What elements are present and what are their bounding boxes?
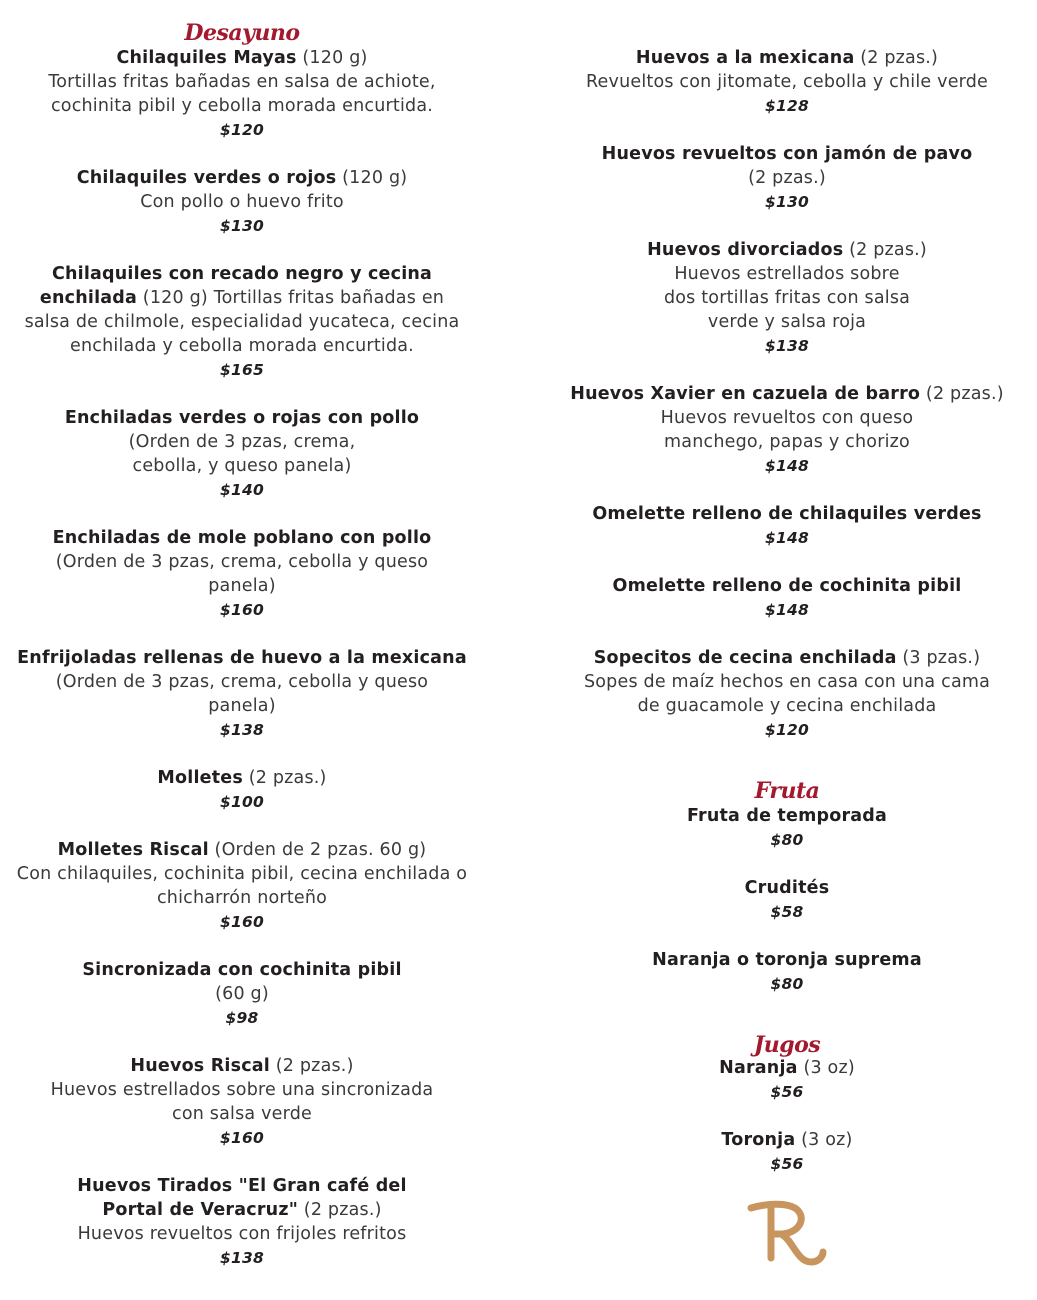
item-price: $98 <box>225 1009 259 1027</box>
item-name: Huevos divorciados <box>647 240 844 260</box>
menu-item <box>560 948 1014 996</box>
item-text <box>560 382 1014 406</box>
item-quantity: (Orden de 2 pzas. 60 g) <box>214 840 427 860</box>
item-text <box>560 646 1014 670</box>
item-price: $138 <box>220 721 264 739</box>
item-name: Huevos Riscal <box>130 1056 270 1076</box>
item-name: Crudités <box>744 878 830 898</box>
item-quantity: (3 pzas.) <box>902 648 981 668</box>
menu-item <box>560 238 1014 358</box>
item-name: Huevos a la mexicana <box>635 48 855 68</box>
item-text <box>14 262 470 358</box>
item-price: $130 <box>765 193 809 211</box>
item-description: Tortillas fritas bañadas en salsa de achiote, cochinita pibil y cebolla morada encurtida. <box>48 72 436 116</box>
item-text <box>560 238 1014 262</box>
right-column <box>560 0 1014 1176</box>
item-text <box>14 1054 470 1078</box>
item-description: Huevos revueltos con frijoles refritos <box>77 1224 407 1244</box>
item-quantity: (2 pzas.) <box>748 168 826 188</box>
menu-item <box>560 804 1014 852</box>
item-price: $80 <box>770 831 804 849</box>
item-price: $160 <box>220 601 264 619</box>
item-price: $80 <box>770 975 804 993</box>
item-name: Toronja <box>721 1130 796 1150</box>
menu-item <box>560 142 1014 214</box>
item-text <box>14 46 470 70</box>
item-name: Naranja <box>719 1058 798 1078</box>
item-name: Naranja o toronja suprema <box>652 950 922 970</box>
item-price: $160 <box>220 913 264 931</box>
menu-item <box>14 1054 470 1150</box>
item-name: Omelette relleno de cochinita pibil <box>612 576 962 596</box>
item-price: $56 <box>770 1155 804 1173</box>
item-description: Con pollo o huevo frito <box>140 192 344 212</box>
item-name: Enchiladas de mole poblano con pollo <box>52 528 432 548</box>
item-quantity: (120 g) <box>302 48 368 68</box>
item-name: Fruta de temporada <box>686 806 888 826</box>
menu-item <box>14 958 470 1030</box>
item-quantity: (120 g) <box>342 168 408 188</box>
item-name: Sincronizada con cochinita pibil <box>82 960 402 980</box>
menu-item <box>14 766 470 814</box>
section-title-fruta: Fruta <box>754 778 820 804</box>
item-price: $128 <box>765 97 809 115</box>
item-price: $120 <box>220 121 264 139</box>
item-price: $148 <box>765 457 809 475</box>
item-name: Chilaquiles Mayas <box>116 48 297 68</box>
item-quantity: (2 pzas.) <box>849 240 927 260</box>
item-quantity: (2 pzas.) <box>925 384 1004 404</box>
menu-item <box>560 1128 1014 1176</box>
item-description: Revueltos con jitomate, cebolla y chile verde <box>585 72 989 92</box>
item-description: Sopes de maíz hechos en casa con una cama de guacamole y cecina enchilada <box>583 672 991 716</box>
item-name: Huevos Tirados "El Gran café del Portal de Veracruz" <box>77 1176 407 1220</box>
item-quantity: (120 g) <box>142 288 208 308</box>
item-price: $100 <box>220 793 264 811</box>
item-quantity: (2 pzas.) <box>248 768 327 788</box>
item-quantity: (2 pzas.) <box>303 1200 382 1220</box>
item-text <box>14 838 470 862</box>
left-column <box>14 0 470 1270</box>
item-text: Tortillas fritas bañadas en salsa de chilmole, especialidad yucateca, cecina enchilada y cebolla morada encurtida. <box>24 288 460 356</box>
item-name: Sopecitos de cecina enchilada <box>593 648 897 668</box>
menu-item <box>14 646 470 742</box>
menu-item <box>14 46 470 142</box>
item-quantity: (3 oz) <box>803 1058 855 1078</box>
item-name: Huevos revueltos con jamón de pavo <box>601 144 973 164</box>
riscal-r-logo-icon <box>745 1200 830 1270</box>
item-text <box>560 1128 1014 1152</box>
item-description: (Orden de 3 pzas, crema, cebolla y queso panela) <box>55 672 429 716</box>
item-price: $56 <box>770 1083 804 1101</box>
item-price: $148 <box>765 601 809 619</box>
item-quantity: (2 pzas.) <box>275 1056 354 1076</box>
item-price: $140 <box>220 481 264 499</box>
item-text <box>14 166 470 190</box>
item-price: $160 <box>220 1129 264 1147</box>
item-description: Con chilaquiles, cochinita pibil, cecina enchilada o chicharrón norteño <box>16 864 468 908</box>
item-description: (Orden de 3 pzas, crema, cebolla, y queso panela) <box>128 432 356 476</box>
menu-item <box>14 1174 470 1270</box>
menu-item <box>560 382 1014 478</box>
menu-item <box>14 526 470 622</box>
item-description: (Orden de 3 pzas, crema, cebolla y queso panela) <box>55 552 429 596</box>
section-title-jugos: Jugos <box>753 1032 821 1058</box>
item-name: Huevos Xavier en cazuela de barro <box>570 384 921 404</box>
menu-item <box>560 876 1014 924</box>
item-name: Omelette relleno de chilaquiles verdes <box>592 504 982 524</box>
item-price: $148 <box>765 529 809 547</box>
menu-item <box>14 166 470 238</box>
item-price: $165 <box>220 361 264 379</box>
item-price: $120 <box>765 721 809 739</box>
section-title-desayuno: Desayuno <box>184 20 300 46</box>
item-quantity: (60 g) <box>215 984 269 1004</box>
item-price: $130 <box>220 217 264 235</box>
item-name: Molletes <box>157 768 243 788</box>
item-quantity: (3 oz) <box>801 1130 853 1150</box>
item-text <box>560 46 1014 70</box>
item-description: Huevos estrellados sobre dos tortillas fritas con salsa verde y salsa roja <box>663 264 911 332</box>
menu-item <box>14 262 470 382</box>
item-text <box>14 766 470 790</box>
item-description: Huevos estrellados sobre una sincronizada con salsa verde <box>50 1080 434 1124</box>
menu-item <box>560 1056 1014 1104</box>
item-description: Huevos revueltos con queso manchego, papas y chorizo <box>660 408 914 452</box>
item-quantity: (2 pzas.) <box>860 48 939 68</box>
item-price: $138 <box>220 1249 264 1267</box>
item-name: Chilaquiles verdes o rojos <box>76 168 337 188</box>
item-price: $138 <box>765 337 809 355</box>
item-name: Chilaquiles con recado negro y cecina enchilada <box>39 264 433 308</box>
item-text <box>560 1056 1014 1080</box>
menu-item <box>560 574 1014 622</box>
menu-item <box>560 646 1014 742</box>
item-name: Enfrijoladas rellenas de huevo a la mexicana <box>17 648 467 668</box>
menu-item <box>560 46 1014 118</box>
item-price: $58 <box>770 903 804 921</box>
menu-item <box>560 502 1014 550</box>
menu-item <box>14 838 470 934</box>
item-name: Enchiladas verdes o rojas con pollo <box>64 408 420 428</box>
item-name: Molletes Riscal <box>57 840 209 860</box>
item-text <box>14 1174 470 1222</box>
menu-item <box>14 406 470 502</box>
